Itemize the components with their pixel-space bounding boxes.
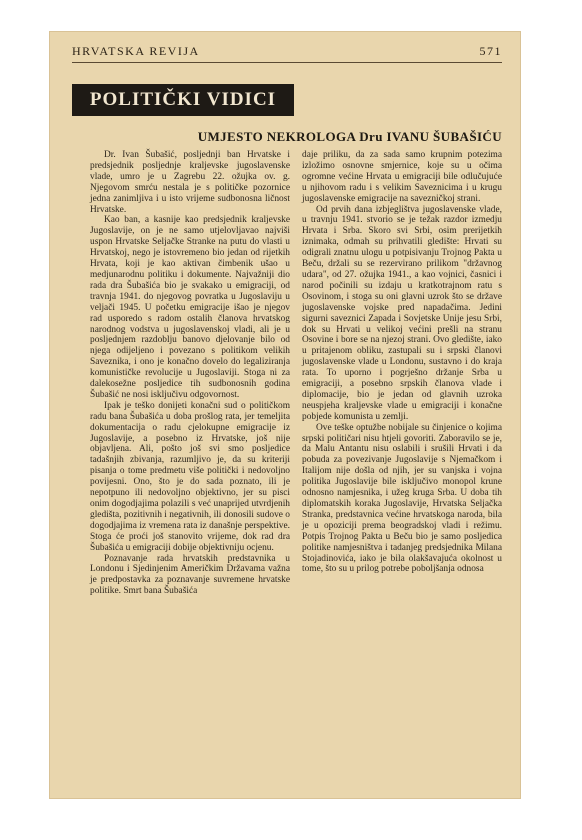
- paragraph: Ove teške optužbe nobijale su činjenice o kojima srpski političari nisu htjeli govoriti. Zaboravilo se je, da Malu Antantu nisu oslabili i srušili Hrvati i da pobuda za povezivanje Jugoslavije s Njemačkom i Italijom nije došla od njih, jer su vanjska i vojna politika Jugoslavije bile isključivo monopol krune odnosno namjesnika, i užeg kruga Srba. U doba tih diplomatskih koraka Jugoslavije, Hrvatska Seljačka Stranka, predstavnica većine hrvatskoga naroda, bila je u opoziciji prema beogradskoj vladi i režimu. Potpis Trojnog Pakta u Beču bio je samo posljedica politike namjesništva i tadanjeg predsjednika Milana Stojadinovića, iako je bila olakšavajuća okolnost u tome, što su u prilog potrebe poboljšanja odnosa: [302, 422, 502, 575]
- right-column: [302, 150, 502, 575]
- paragraph: Poznavanje rada hrvatskih predstavnika u Londonu i Sjedinjenim Američkim Državama važna je predpostavka za poznavanje suvremene hrvatske politike. Smrt bana Šubašića: [90, 553, 290, 597]
- left-column: [90, 150, 290, 597]
- article-title: UMJESTO NEKROLOGA Dru IVANU ŠUBAŠIĆU: [197, 129, 502, 144]
- paragraph: Kao ban, a kasnije kao predsjednik kraljevske Jugoslavije, on je ne samo utjelovljavao najviši uspon Hrvatske Seljačke Stranke na putu do vlasti u Hrvatskoj, nego je istovremeno bio jedan od rijetkih Hrvata, koji je kao aktivan čimbenik ušao u medjunarodnu politiku i dokumente. Najvažniji dio rada dra Šubašića bio je svakako u emigraciji, od travnja 1941. do njegovog povratka u Jugoslaviju u veljači 1945. U početku emigracije išao je njegov rad usporedo s radom ostalih članova hrvatskog narodnog vodstva u jugoslavenskoj vladi, ali je u posljednjem razdoblju banovo djelovanje bilo od njega odijeljeno i povezano s politikom velikih Saveznika, i ono je konačno dovelo do legaliziranja komunističke revolucije u Jugoslaviji. Stoga ni za dalekosežne posljedice tih sudbonosnih godina Šubašić ne nosi isključivu odgovornost.: [90, 215, 290, 400]
- running-header: [72, 44, 502, 59]
- journal-title: HRVATSKA REVIJA: [72, 44, 200, 58]
- paragraph: daje priliku, da za sada samo krupnim potezima izložimo osnovne smjernice, koje su u očima ogromne većine Hrvata u emigraciji bile odlučujuće u njihovom radu i s velikim Saveznicima i u krugu jugoslavenske emigracije na savezničkoj strani.: [302, 150, 502, 204]
- header-rule: [72, 62, 502, 63]
- page-number: 571: [479, 44, 502, 58]
- magazine-page: [50, 32, 520, 798]
- paragraph: Ipak je teško donijeti konačni sud o političkom radu bana Šubašića u doba prošlog rata, jer temeljita dokumentacija o radu cjelokupne emigracije iz Jugoslavije, a posebno iz Hrvatske, još nije objavljena. Ali, pošto još svi smo posljedice tadašnjih zbivanja, razumljivo je, da su kriteriji pisanja o tome predmetu više politički i nedovoljno povijesni. Ono, što je do sada poznato, ili je nepotpuno ili nedovoljno objektivno, jer su pisci onim dogodjajima polazili s već unaprijed utvrdjenih gledišta, pozitivnih i negativnih, ili donosili sudove o dogodjajima iz vremena rata iz današnje perspektive. Stoga će proći još stanovito vrijeme, dok rad dra Šubašića u emigraciji dobije objektivniju ocjenu.: [90, 400, 290, 553]
- paragraph: Dr. Ivan Šubašić, posljednji ban Hrvatske i predsjednik posljednje kraljevske jugoslavenske vlade, umro je u Zagrebu 22. ožujka ov. g. Njegovom smrću nestala je s političke pozornice jedna zanimljiva i u isto vrijeme sudbonosna ličnost Hrvatske.: [90, 150, 290, 215]
- paragraph: Od prvih dana izbjeglištva jugoslavenske vlade, u travnju 1941. stvorio se je težak razdor izmedju Hrvata i Srba. Skoro svi Srbi, osim prerijetkih iznimaka, odmah su prihvatili gledište: Hrvati su odigrali znatnu ulogu u potpisivanju Trojnog Pakta u Beču, držali su se rezervirano prilikom "državnog udara", od 27. ožujka 1941., a kao vojnici, časnici i narod počinili su izdaju u kratkotrajnom ratu s Osovinom, i stoga su oni glavni uzrok što se države jugoslavenske vojske pred napadačima. Jedini sigurni saveznici Zapada i Sovjetske Unije jesu Srbi, dok su Hrvati u velikoj većini prešli na stranu Osovine i bore se na njezoj strani. Ovo gledište, iako u pritajenom obliku, zastupali su i srpski članovi jugoslavenske vlade u Londonu, sustavno i do kraja rata. To uporno i pogrješno držanje Srba u emigraciji, a posebno srpskih članova vlade i diplomacije, bio je jedan od glavnih uzroka neuspjeha kraljevske vlade u emigraciji i konačne pobjede komunista u zemlji.: [302, 204, 502, 422]
- section-heading: [72, 84, 294, 116]
- section-title: POLITIČKI VIDICI: [89, 89, 277, 110]
